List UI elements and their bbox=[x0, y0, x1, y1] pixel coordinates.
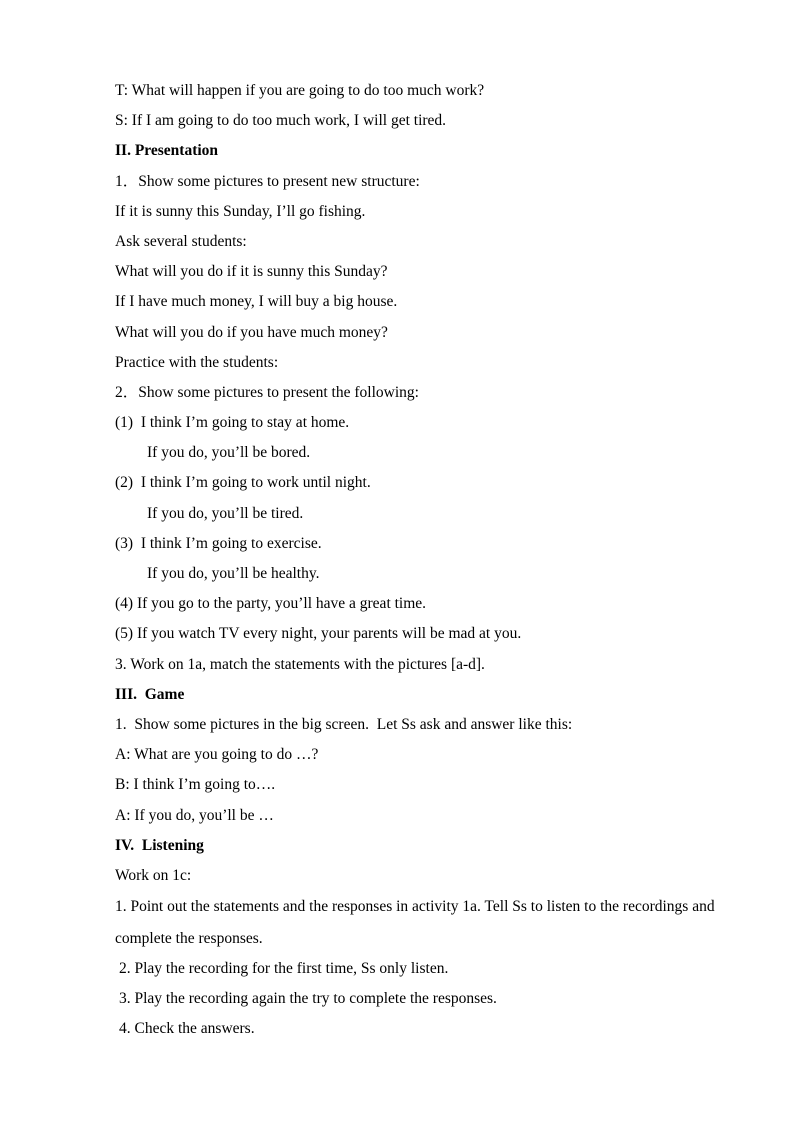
example-response-3: If you do, you’ll be healthy. bbox=[147, 565, 320, 582]
dialogue-teacher-question: T: What will happen if you are going to do too much work? bbox=[115, 82, 485, 99]
listening-step-2: 2. Play the recording for the first time, Ss only listen. bbox=[119, 960, 449, 978]
example-sentence: If I have much money, I will buy a big house. bbox=[115, 293, 398, 311]
dialogue-line-a: A: If you do, you’ll be … bbox=[115, 806, 274, 824]
listening-step-3: 3. Play the recording again the try to complete the responses. bbox=[119, 990, 497, 1008]
presentation-step-2: 2．Show some pictures to present the following: bbox=[115, 383, 419, 401]
example-question: What will you do if you have much money? bbox=[115, 323, 388, 341]
document-page bbox=[115, 76, 755, 1045]
numbered-example-4: (4) If you go to the party, you’ll have a great time. bbox=[115, 595, 427, 613]
listening-step-1: 1. Point out the statements and the responses in activity 1a. Tell Ss to listen to the recordings and complete the responses. bbox=[115, 898, 715, 947]
section-heading-presentation: II. Presentation bbox=[115, 142, 219, 160]
instruction-text: Practice with the students: bbox=[115, 353, 279, 371]
dialogue-line-b: B: I think I’m going to…. bbox=[115, 776, 276, 794]
section-heading-game: III. Game bbox=[115, 685, 185, 703]
example-question: What will you do if it is sunny this Sunday? bbox=[115, 263, 388, 281]
example-response-2: If you do, you’ll be tired. bbox=[147, 504, 304, 522]
dialogue-line-a: A: What are you going to do …? bbox=[115, 746, 319, 764]
presentation-step-1: 1．Show some pictures to present new structure: bbox=[115, 172, 420, 190]
numbered-example-1: (1) I think I’m going to stay at home. bbox=[115, 414, 350, 432]
presentation-step-3: 3. Work on 1a, match the statements with the pictures [a-d]. bbox=[115, 655, 485, 673]
numbered-example-3: (3) I think I’m going to exercise. bbox=[115, 534, 322, 552]
dialogue-student-answer: S: If I am going to do too much work, I will get tired. bbox=[115, 112, 447, 130]
game-step-1: 1. Show some pictures in the big screen. Let Ss ask and answer like this: bbox=[115, 715, 573, 733]
section-heading-listening: IV. Listening bbox=[115, 836, 204, 854]
example-sentence: If it is sunny this Sunday, I’ll go fishing. bbox=[115, 202, 366, 220]
numbered-example-2: (2) I think I’m going to work until night. bbox=[115, 474, 371, 492]
listening-intro: Work on 1c: bbox=[115, 866, 192, 884]
listening-step-4: 4. Check the answers. bbox=[119, 1020, 255, 1038]
example-response-1: If you do, you’ll be bored. bbox=[147, 444, 311, 462]
instruction-text: Ask several students: bbox=[115, 232, 247, 250]
numbered-example-5: (5) If you watch TV every night, your parents will be mad at you. bbox=[115, 625, 522, 643]
